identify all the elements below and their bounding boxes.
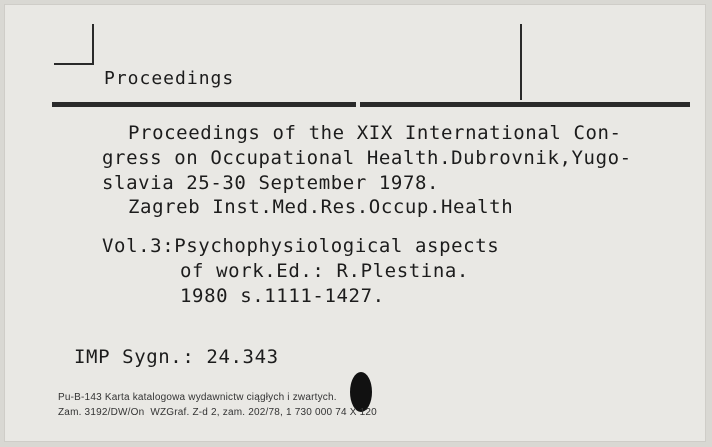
punch-hole [350, 372, 372, 412]
entry-line-6: of work.Ed.: R.Plestina. [180, 260, 469, 282]
header-divider [520, 24, 522, 100]
footer-line-2: Zam. 3192/DW/On WZGraf. Z-d 2, zam. 202/78, 1 730 000 74 X 120 [58, 407, 377, 418]
footer-line-1: Pu-B-143 Karta katalogowa wydawnictw ciągłych i zwartych. [58, 392, 337, 403]
corner-mark-vertical [92, 24, 94, 64]
corner-mark-horizontal [54, 63, 94, 65]
header-rule [52, 102, 690, 107]
entry-line-2: gress on Occupational Health.Dubrovnik,Yugo- [102, 147, 632, 169]
entry-line-1: Proceedings of the XIX International Con- [128, 122, 622, 144]
entry-line-4: Zagreb Inst.Med.Res.Occup.Health [128, 196, 514, 218]
entry-line-7: 1980 s.1111-1427. [180, 285, 385, 307]
header-rule-gap [356, 102, 360, 107]
header-title: Proceedings [104, 68, 235, 89]
entry-line-5: Vol.3:Psychophysiological aspects [102, 235, 500, 257]
catalog-card [4, 4, 706, 442]
entry-line-3: slavia 25-30 September 1978. [102, 172, 440, 194]
signature-line: IMP Sygn.: 24.343 [74, 346, 279, 368]
